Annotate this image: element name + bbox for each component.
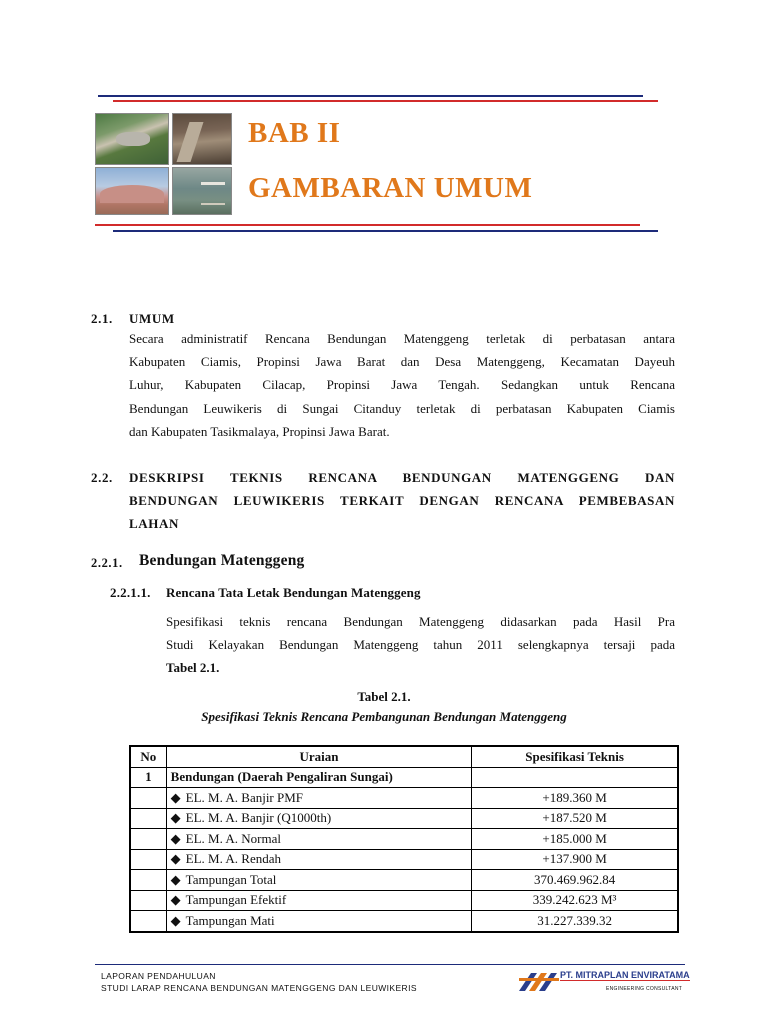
row-description-text: Tampungan Mati [185, 912, 275, 928]
paragraph-line: Spesifikasi teknis rencana Bendungan Matenggeng didasarkan pada Hasil Pra [166, 614, 675, 629]
column-header-uraian: Uraian [166, 746, 472, 767]
heading-line: DESKRIPSI TEKNIS RENCANA BENDUNGAN MATENGGENG DAN [129, 470, 675, 485]
paragraph-line: Kabupaten Ciamis, Propinsi Jawa Barat dan Desa Matenggeng, Kecamatan Dayeuh [129, 354, 675, 370]
row-description-text: Tampungan Total [185, 871, 277, 887]
row-description-text: EL. M. A. Banjir (Q1000th) [185, 810, 332, 826]
table-row [130, 890, 678, 911]
group-description: Bendungan (Daerah Pengaliran Sungai) [166, 767, 472, 788]
row-spec: 370.469.962.84 [472, 870, 678, 891]
row-description-text: EL. M. A. Normal [185, 830, 281, 846]
header-rule-top-red [113, 100, 658, 102]
river-photo [172, 113, 232, 165]
heading-line: LAHAN [129, 516, 179, 532]
subsection-number: 2.2.1. [91, 556, 123, 570]
column-header-spesifikasi: Spesifikasi Teknis [472, 746, 678, 767]
row-description [166, 808, 472, 829]
paragraph-line: dan Kabupaten Tasikmalaya, Propinsi Jawa Barat. [129, 423, 390, 439]
specification-table [129, 745, 679, 933]
row-description-text: Tampungan Efektif [185, 892, 287, 908]
diamond-bullet-icon: ◆ [170, 871, 181, 887]
empty-cell [130, 911, 166, 932]
table-row [130, 849, 678, 870]
header-rule-bottom-blue [113, 230, 658, 232]
table-row [130, 870, 678, 891]
row-description-text: EL. M. A. Rendah [185, 851, 281, 867]
row-description [166, 890, 472, 911]
paragraph-line: Secara administratif Rencana Bendungan Matenggeng terletak di perbatasan antara [129, 331, 675, 346]
row-number: 1 [130, 767, 166, 788]
empty-cell [130, 788, 166, 809]
row-spec: +185.000 M [472, 829, 678, 850]
chapter-number: BAB II [248, 117, 341, 149]
column-header-no: No [130, 746, 166, 767]
diamond-bullet-icon: ◆ [170, 892, 181, 908]
empty-cell [130, 849, 166, 870]
section-paragraph [129, 327, 675, 443]
chapter-title: GAMBARAN UMUM [248, 172, 533, 204]
hillside-photo [95, 167, 169, 215]
section-heading [129, 466, 675, 536]
paragraph-line: Bendungan Leuwikeris di Sungai Citanduy terletak di perbatasan Kabupaten Ciamis [129, 400, 675, 416]
paragraph-line: Studi Kelayakan Bendungan Matenggeng tahun 2011 selengkapnya tersaji pada [166, 637, 675, 653]
row-spec: 31.227.339.32 [472, 911, 678, 932]
empty-cell [130, 870, 166, 891]
section-number: 2.1. [91, 311, 113, 326]
company-logo-icon [517, 970, 561, 992]
diamond-bullet-icon: ◆ [170, 830, 181, 846]
row-spec: +187.520 M [472, 808, 678, 829]
table-group-row [130, 767, 678, 788]
footer-report-title: LAPORAN PENDAHULUAN [101, 971, 216, 981]
header-rule-bottom-red [95, 224, 640, 226]
row-description [166, 870, 472, 891]
section-heading: UMUM [129, 311, 175, 326]
row-description [166, 849, 472, 870]
diamond-bullet-icon: ◆ [170, 810, 181, 826]
table-caption-number: Tabel 2.1. [357, 689, 411, 704]
table-row [130, 808, 678, 829]
empty-cell [130, 808, 166, 829]
company-name: PT. MITRAPLAN ENVIRATAMA [560, 970, 690, 980]
diamond-bullet-icon: ◆ [170, 912, 181, 928]
table-row [130, 788, 678, 809]
company-tagline: ENGINEERING CONSULTANT [606, 986, 683, 992]
footer-rule [95, 964, 685, 965]
footer-study-title: STUDI LARAP RENCANA BENDUNGAN MATENGGENG DAN LEUWIKERIS [101, 983, 417, 993]
subsubsection-number: 2.2.1.1. [110, 585, 151, 600]
row-description [166, 829, 472, 850]
group-spec [472, 767, 678, 788]
row-description-text: EL. M. A. Banjir PMF [185, 789, 304, 805]
flood-aerial-photo [95, 113, 169, 165]
subsubsection-heading: Rencana Tata Letak Bendungan Matenggeng [166, 585, 421, 600]
header-rule-top-blue [98, 95, 643, 97]
section-number: 2.2. [91, 470, 113, 485]
table-row [130, 911, 678, 932]
table-header-row [130, 746, 678, 767]
paragraph-line: Luhur, Kabupaten Cilacap, Propinsi Jawa Tengah. Sedangkan untuk Rencana [129, 377, 675, 393]
subsection-heading: Bendungan Matenggeng [139, 552, 305, 569]
diamond-bullet-icon: ◆ [170, 851, 181, 867]
dam-gate-photo [172, 167, 232, 215]
heading-line: BENDUNGAN LEUWIKERIS TERKAIT DENGAN RENCANA PEMBEBASAN [129, 493, 675, 509]
diamond-bullet-icon: ◆ [170, 789, 181, 805]
table-caption-title: Spesifikasi Teknis Rencana Pembangunan Bendungan Matenggeng [201, 709, 567, 724]
row-spec: 339.242.623 M³ [472, 890, 678, 911]
row-spec: +137.900 M [472, 849, 678, 870]
empty-cell [130, 829, 166, 850]
row-spec: +189.360 M [472, 788, 678, 809]
table-row [130, 829, 678, 850]
row-description [166, 788, 472, 809]
empty-cell [130, 890, 166, 911]
table-reference: Tabel 2.1. [166, 660, 220, 676]
row-description [166, 911, 472, 932]
subsection-paragraph [166, 610, 675, 680]
